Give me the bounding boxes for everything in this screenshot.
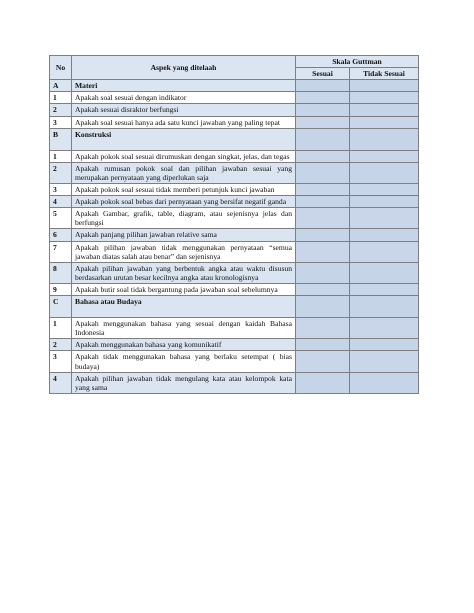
aspect-text: Apakah pilihan jawaban yang berbentuk angka atau waktu disusun berdasarkan urutan besar kecilnya angka atau kronologisnya bbox=[72, 262, 296, 283]
aspect-text: Apakah soal sesuai hanya ada satu kunci jawaban yang paling tepat bbox=[72, 116, 296, 128]
sesuai-cell[interactable] bbox=[296, 116, 350, 128]
aspect-text: Apakah pilihan jawaban tidak menggunakan pernyataan “semua jawaban diatas salah atau benar” dan sejenisnya bbox=[72, 241, 296, 262]
sesuai-cell[interactable] bbox=[296, 92, 350, 104]
table-row bbox=[50, 241, 419, 262]
sesuai-cell[interactable] bbox=[296, 318, 350, 339]
tidak-sesuai-cell[interactable] bbox=[350, 128, 419, 150]
aspect-text: Apakah pilihan jawaban tidak mengulang kata atau kelompok kata yang sama bbox=[72, 372, 296, 393]
section-title: Konstruksi bbox=[72, 128, 296, 150]
tidak-sesuai-cell[interactable] bbox=[350, 196, 419, 208]
aspect-text: Apakah pokok soal sesuai tidak memberi petunjuk kunci jawaban bbox=[72, 183, 296, 195]
section-title: Bahasa atau Budaya bbox=[72, 296, 296, 318]
tidak-sesuai-cell[interactable] bbox=[350, 351, 419, 372]
section-row bbox=[50, 296, 419, 318]
row-number: 1 bbox=[50, 150, 72, 162]
column-header-tidak-sesuai: Tidak Sesuai bbox=[350, 68, 419, 80]
tidak-sesuai-cell[interactable] bbox=[350, 262, 419, 283]
tidak-sesuai-cell[interactable] bbox=[350, 80, 419, 92]
sesuai-cell[interactable] bbox=[296, 162, 350, 183]
table-row bbox=[50, 196, 419, 208]
aspect-text: Apakah soal sesuai dengan indikator bbox=[72, 92, 296, 104]
tidak-sesuai-cell[interactable] bbox=[350, 183, 419, 195]
row-number: C bbox=[50, 296, 72, 318]
aspect-text: Apakah Gambar, grafik, table, diagram, atau sejenisnya jelas dan berfungsi bbox=[72, 208, 296, 229]
row-number: 3 bbox=[50, 116, 72, 128]
sesuai-cell[interactable] bbox=[296, 80, 350, 92]
table-header-row bbox=[50, 56, 419, 68]
tidak-sesuai-cell[interactable] bbox=[350, 283, 419, 295]
table-row bbox=[50, 318, 419, 339]
row-number: 1 bbox=[50, 318, 72, 339]
aspect-text: Apakah pokok soal bebas dari pernyataan yang bersifat negatif ganda bbox=[72, 196, 296, 208]
section-title: Materi bbox=[72, 80, 296, 92]
tidak-sesuai-cell[interactable] bbox=[350, 104, 419, 116]
sesuai-cell[interactable] bbox=[296, 351, 350, 372]
tidak-sesuai-cell[interactable] bbox=[350, 339, 419, 351]
tidak-sesuai-cell[interactable] bbox=[350, 296, 419, 318]
aspect-text: Apakah menggunakan bahasa yang komunikatif bbox=[72, 339, 296, 351]
tidak-sesuai-cell[interactable] bbox=[350, 208, 419, 229]
section-row bbox=[50, 128, 419, 150]
aspect-text: Apakah rumusan pokok soal dan pilihan jawaban sesuai yang merupakan pernyataan yang diperlukan saja bbox=[72, 162, 296, 183]
table-row bbox=[50, 104, 419, 116]
guttman-review-table bbox=[49, 55, 419, 394]
aspect-text: Apakah tidak menggunakan bahasa yang berlaku setempat ( bias budaya) bbox=[72, 351, 296, 372]
tidak-sesuai-cell[interactable] bbox=[350, 150, 419, 162]
table-row bbox=[50, 351, 419, 372]
row-number: 6 bbox=[50, 229, 72, 241]
row-number: A bbox=[50, 80, 72, 92]
tidak-sesuai-cell[interactable] bbox=[350, 116, 419, 128]
section-row bbox=[50, 80, 419, 92]
row-number: 7 bbox=[50, 241, 72, 262]
row-number: 2 bbox=[50, 104, 72, 116]
aspect-text: Apakah panjang pilihan jawaban relative sama bbox=[72, 229, 296, 241]
table-row bbox=[50, 208, 419, 229]
table-row bbox=[50, 339, 419, 351]
aspect-text: Apakah sesuai disraktor berfungsi bbox=[72, 104, 296, 116]
tidak-sesuai-cell[interactable] bbox=[350, 241, 419, 262]
table-row bbox=[50, 116, 419, 128]
table-body bbox=[50, 80, 419, 394]
tidak-sesuai-cell[interactable] bbox=[350, 318, 419, 339]
row-number: B bbox=[50, 128, 72, 150]
table-row bbox=[50, 92, 419, 104]
sesuai-cell[interactable] bbox=[296, 372, 350, 393]
sesuai-cell[interactable] bbox=[296, 104, 350, 116]
table-row bbox=[50, 150, 419, 162]
table-row bbox=[50, 183, 419, 195]
tidak-sesuai-cell[interactable] bbox=[350, 372, 419, 393]
tidak-sesuai-cell[interactable] bbox=[350, 92, 419, 104]
row-number: 1 bbox=[50, 92, 72, 104]
row-number: 4 bbox=[50, 372, 72, 393]
row-number: 8 bbox=[50, 262, 72, 283]
row-number: 2 bbox=[50, 339, 72, 351]
table-row bbox=[50, 372, 419, 393]
sesuai-cell[interactable] bbox=[296, 339, 350, 351]
row-number: 4 bbox=[50, 196, 72, 208]
column-header-sesuai: Sesuai bbox=[296, 68, 350, 80]
aspect-text: Apakah menggunakan bahasa yang sesuai dengan kaidah Bahasa Indonesia bbox=[72, 318, 296, 339]
sesuai-cell[interactable] bbox=[296, 296, 350, 318]
row-number: 3 bbox=[50, 351, 72, 372]
table-row bbox=[50, 162, 419, 183]
sesuai-cell[interactable] bbox=[296, 229, 350, 241]
tidak-sesuai-cell[interactable] bbox=[350, 229, 419, 241]
sesuai-cell[interactable] bbox=[296, 128, 350, 150]
sesuai-cell[interactable] bbox=[296, 241, 350, 262]
sesuai-cell[interactable] bbox=[296, 196, 350, 208]
sesuai-cell[interactable] bbox=[296, 183, 350, 195]
table-row bbox=[50, 229, 419, 241]
row-number: 9 bbox=[50, 283, 72, 295]
table-row bbox=[50, 262, 419, 283]
table-row bbox=[50, 283, 419, 295]
column-header-no: No bbox=[50, 56, 72, 80]
sesuai-cell[interactable] bbox=[296, 262, 350, 283]
aspect-text: Apakah butir soal tidak bergantung pada jawaban soal sebelumnya bbox=[72, 283, 296, 295]
sesuai-cell[interactable] bbox=[296, 208, 350, 229]
column-header-scale: Skala Guttman bbox=[296, 56, 419, 68]
sesuai-cell[interactable] bbox=[296, 283, 350, 295]
row-number: 3 bbox=[50, 183, 72, 195]
sesuai-cell[interactable] bbox=[296, 150, 350, 162]
row-number: 2 bbox=[50, 162, 72, 183]
row-number: 5 bbox=[50, 208, 72, 229]
tidak-sesuai-cell[interactable] bbox=[350, 162, 419, 183]
column-header-aspect: Aspek yang ditelaah bbox=[72, 56, 296, 80]
aspect-text: Apakah pokok soal sesuai dirumuskan dengan singkat, jelas, dan tegas bbox=[72, 150, 296, 162]
